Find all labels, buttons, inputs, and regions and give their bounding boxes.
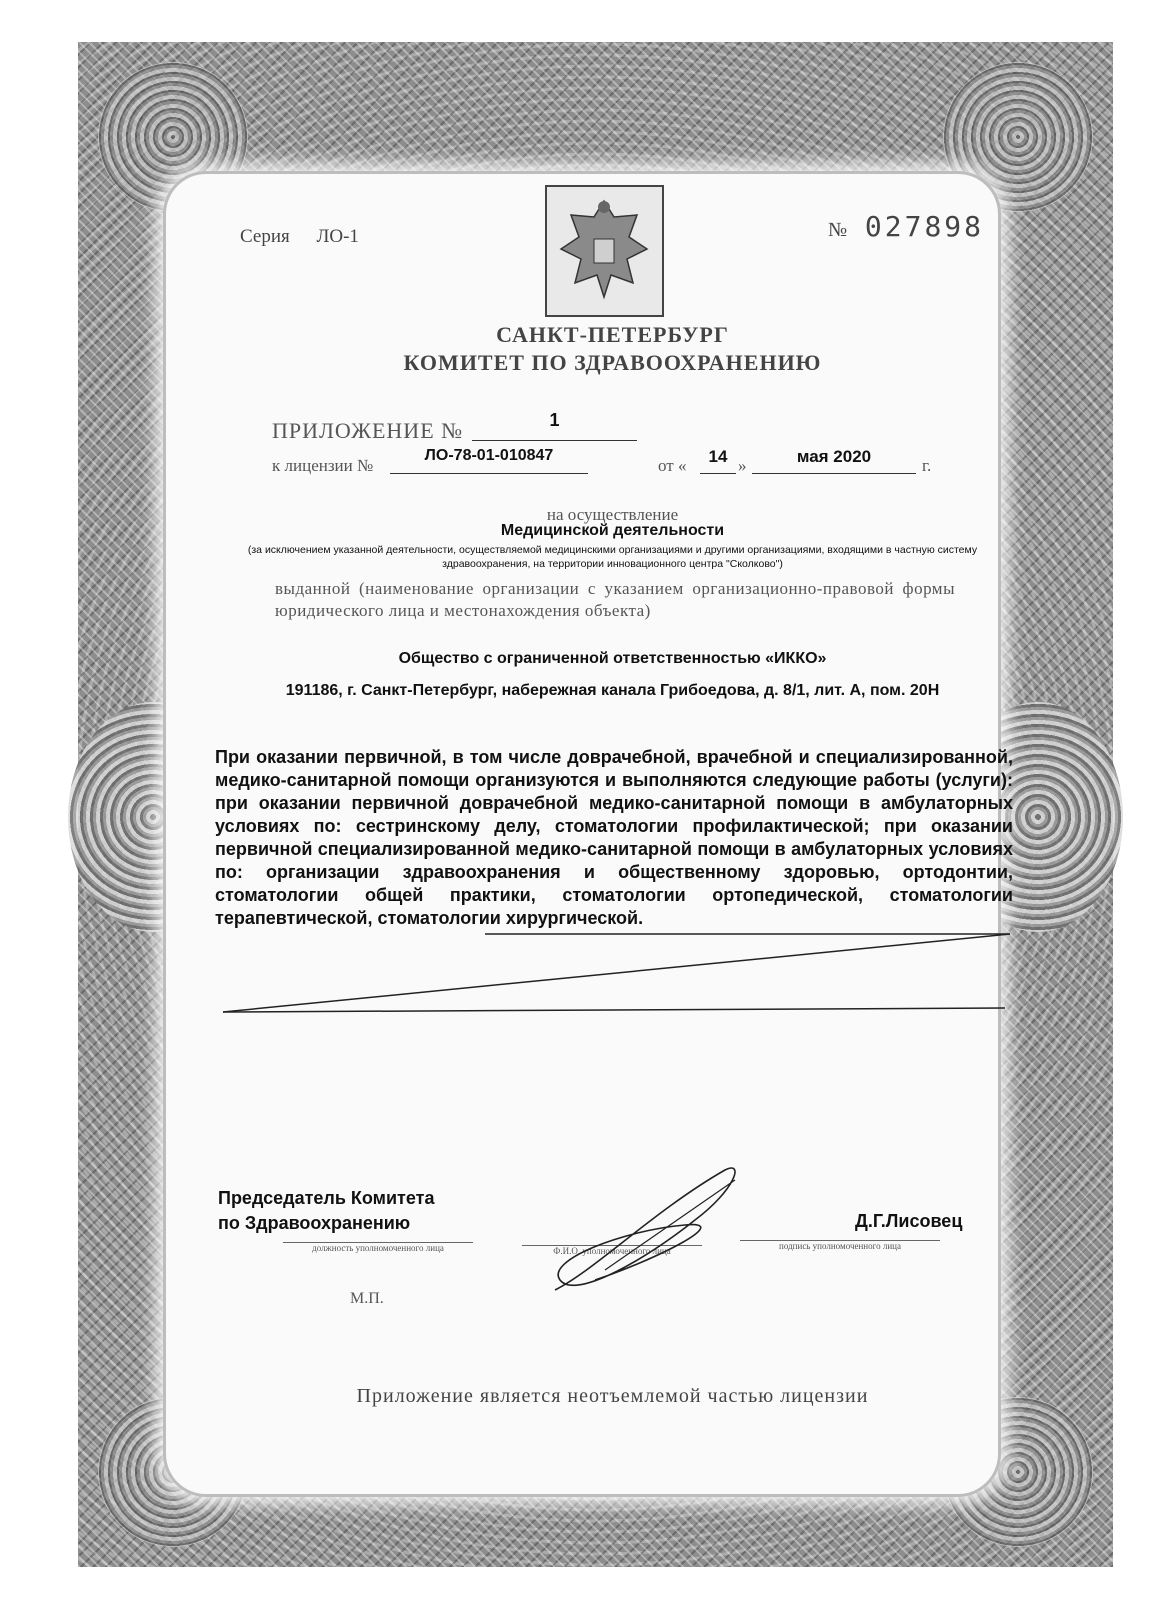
number-value: 027898: [864, 210, 985, 243]
organization-address: 191186, г. Санкт-Петербург, набережная канала Грибоедова, д. 8/1, лит. А, пом. 20Н: [285, 682, 940, 699]
appendix-number-field: [472, 410, 637, 441]
services-text: При оказании первичной, в том числе доврачебной, врачебной и специализированной, медико-санитарной помощи организуются и выполняются следующие работы (услуги): при оказании первичной доврачебной медико-санитарной помощи в амбулаторных условиях по: сестринскому делу, стоматологии профилактической; при оказании первичной специализированной медико-санитарной помощи в амбулаторных условиях по: организации здравоохранения и общественному здоровью, ортодонтии, стоматологии общей практики, стоматологии ортопедической, стоматологии терапевтической, стоматологии хирургической.: [215, 747, 1013, 928]
position-line-1: Председатель Комитета: [218, 1188, 435, 1208]
caption-position: должность уполномоченного лица: [283, 1242, 473, 1253]
date-month-year-field: [752, 447, 916, 474]
activity-note: (за исключением указанной деятельности, осуществляемой медицинскими организациями и другими организациями, входящими в частную систему здравоохранения, на территории инновационного центра "Сколково"): [247, 544, 978, 570]
license-number-field: [390, 447, 588, 474]
appendix-label: ПРИЛОЖЕНИЕ №: [272, 418, 464, 443]
caption-name: подпись уполномоченного лица: [740, 1240, 940, 1251]
date-from-label: от «: [658, 456, 687, 475]
date-day-field: [700, 447, 736, 474]
city-title: САНКТ-ПЕТЕРБУРГ: [496, 322, 729, 347]
date-year-suffix: г.: [922, 456, 932, 475]
committee-title: КОМИТЕТ ПО ЗДРАВООХРАНЕНИЮ: [403, 350, 822, 375]
license-number: ЛО-78-01-010847: [424, 447, 554, 464]
number-row: [828, 210, 984, 243]
organization-name: Общество с ограниченной ответственностью «ИККО»: [398, 650, 827, 667]
footer-note: Приложение является неотъемлемой частью лицензии: [356, 1385, 869, 1407]
date-day-close: »: [738, 456, 747, 475]
date-day: 14: [708, 447, 728, 466]
handwritten-signature: [535, 1150, 765, 1310]
z-cancel-lines: [215, 930, 1015, 1020]
position-line-2: по Здравоохранению: [218, 1213, 411, 1233]
series-row: [240, 226, 359, 248]
coat-of-arms-emblem: [545, 185, 664, 317]
date-month-year: мая 2020: [796, 447, 872, 466]
appendix-number: 1: [549, 410, 560, 430]
issued-to-label: выданной (наименование организации с указанием организационно-правовой формы юридического лица и местонахождения объекта): [275, 579, 955, 620]
activity-intro: на осуществление: [546, 505, 679, 524]
series-label: Серия: [240, 226, 290, 247]
series-value: ЛО-1: [316, 226, 359, 247]
number-label: №: [828, 219, 848, 241]
signatory-name: Д.Г.Лисовец: [855, 1211, 963, 1231]
activity-title: Медицинской деятельности: [500, 522, 725, 539]
signatory-position: [218, 1186, 434, 1236]
license-label: к лицензии №: [272, 456, 374, 475]
stamp-place: М.П.: [350, 1290, 384, 1307]
caption-signature: Ф.И.О. уполномоченного лица: [522, 1245, 702, 1256]
